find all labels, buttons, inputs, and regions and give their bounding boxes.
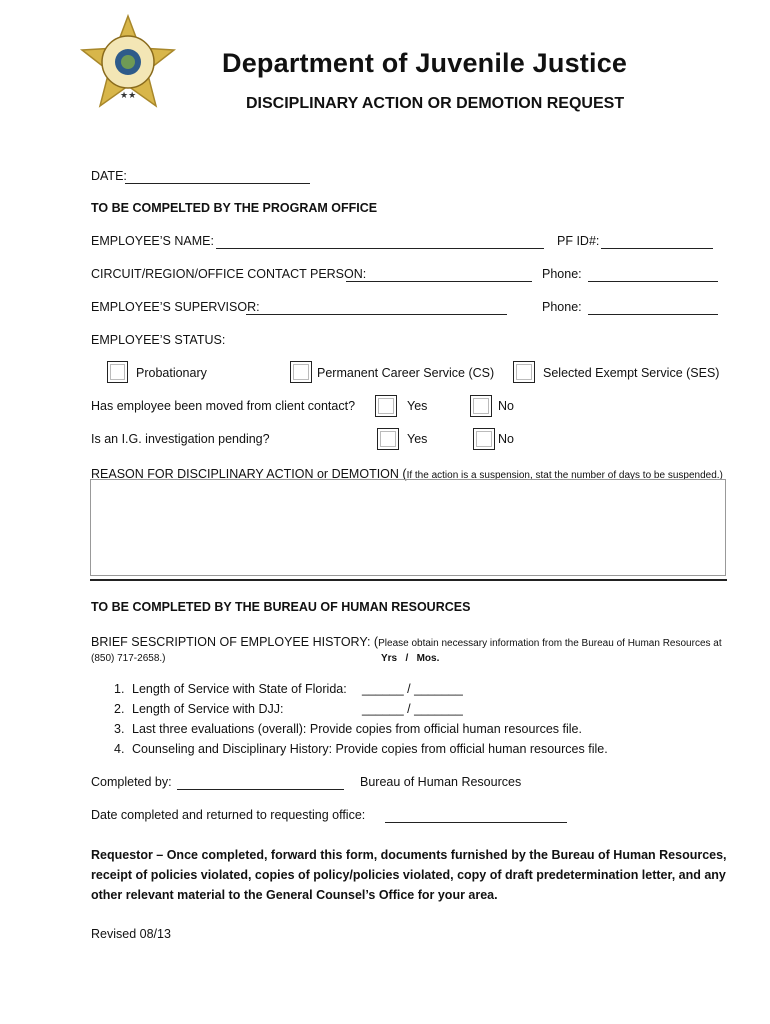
agency-seal [76,14,180,118]
moved-yes-checkbox[interactable] [375,395,397,417]
date-label: DATE: [91,169,127,183]
supervisor-label: EMPLOYEE’S SUPERVISOR: [91,300,260,314]
probationary-checkbox[interactable] [107,361,128,383]
program-section-heading: TO BE COMPELTED BY THE PROGRAM OFFICE [91,201,378,215]
form-subtitle: DISCIPLINARY ACTION OR DEMOTION REQUEST [246,95,625,112]
completed-by-label: Completed by: [91,775,172,789]
employee-name-field[interactable] [216,248,544,249]
history-label: BRIEF SESCRIPTION OF EMPLOYEE HISTORY: ( [91,635,379,649]
contact-person-label: CIRCUIT/REGION/OFFICE CONTACT PERSON: [91,267,367,281]
djj-service-field[interactable]: ______ / _______ [362,702,463,716]
moved-no-checkbox[interactable] [470,395,492,417]
reason-note: If the action is a suspension, stat the number of days to be suspended.) [406,470,723,481]
pf-id-label: PF ID#: [557,234,600,248]
history-item-3: 3. Last three evaluations (overall): Provide copies from official human resources file. [114,722,582,736]
history-phone-note: (850) 717-2658.) [91,653,166,664]
supervisor-phone-field[interactable] [588,314,718,315]
contact-person-field[interactable] [346,281,532,282]
employee-name-label: EMPLOYEE’S NAME: [91,234,214,248]
contact-phone-field[interactable] [588,281,718,282]
page-title: Department of Juvenile Justice [222,48,628,78]
probationary-label: Probationary [136,366,207,380]
date-completed-label: Date completed and returned to requesting office: [91,808,366,822]
requestor-note-line-3: other relevant material to the General Counsel’s Office for your area. [91,888,498,902]
moved-no-label: No [498,399,514,413]
ig-question: Is an I.G. investigation pending? [91,432,270,446]
sheriff-star-icon [76,14,180,118]
section-divider [90,579,727,581]
pf-id-field[interactable] [601,248,713,249]
history-item-1: 1. Length of Service with State of Florida: [114,682,347,696]
ig-no-checkbox[interactable] [473,428,495,450]
yrs-mos-caption: Yrs / Mos. [381,653,440,664]
history-heading [91,633,722,651]
status-label: EMPLOYEE’S STATUS: [91,333,226,347]
reason-textarea[interactable] [90,479,726,576]
ig-yes-label: Yes [407,432,428,446]
supervisor-phone-label: Phone: [542,300,582,314]
ig-no-label: No [498,432,514,446]
bureau-label: Bureau of Human Resources [360,775,522,789]
history-item-4: 4. Counseling and Disciplinary History: Provide copies from official human resources file. [114,742,608,756]
history-item-2: 2. Length of Service with DJJ: [114,702,284,716]
date-field[interactable] [125,183,310,184]
hr-section-heading: TO BE COMPLETED BY THE BUREAU OF HUMAN RESOURCES [91,600,471,614]
history-note: Please obtain necessary information from the Bureau of Human Resources at [378,638,722,649]
revision-date: Revised 08/13 [91,927,171,941]
state-service-field[interactable]: ______ / _______ [362,682,463,696]
requestor-note-line-2: receipt of policies violated, copies of policy/policies violated, copy of draft predetermination letter, and any [91,868,726,882]
completed-by-field[interactable] [177,789,344,790]
moved-question: Has employee been moved from client contact? [91,399,356,413]
contact-phone-label: Phone: [542,267,582,281]
svg-text:★★: ★★ [120,91,137,101]
career-service-checkbox[interactable] [290,361,312,383]
requestor-note-line-1: Requestor – Once completed, forward this form, documents furnished by the Bureau of Human Resources, [91,848,727,862]
date-completed-field[interactable] [385,822,567,823]
reason-label: REASON FOR DISCIPLINARY ACTION or DEMOTION ( [91,467,407,481]
career-service-label: Permanent Career Service (CS) [317,366,495,380]
moved-yes-label: Yes [407,399,428,413]
ig-yes-checkbox[interactable] [377,428,399,450]
exempt-service-checkbox[interactable] [513,361,535,383]
exempt-service-label: Selected Exempt Service (SES) [543,366,720,380]
supervisor-field[interactable] [246,314,507,315]
